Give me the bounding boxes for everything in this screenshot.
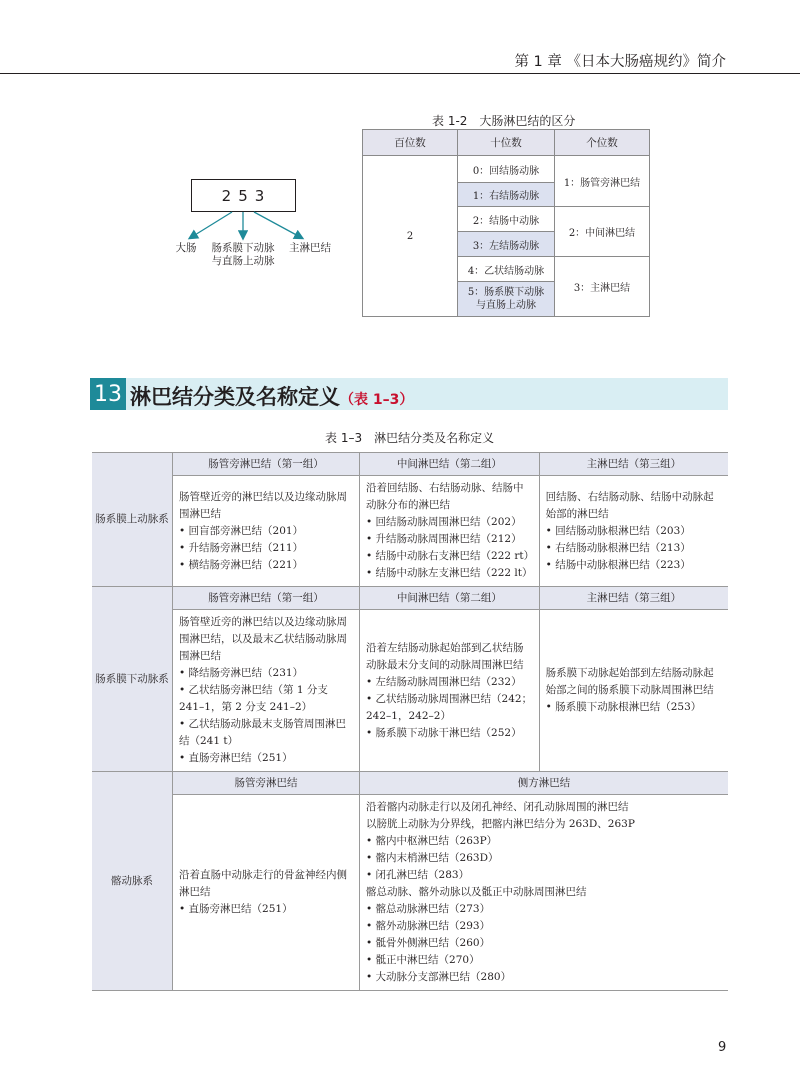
cell-line: • 降结肠旁淋巴结（231） bbox=[179, 667, 304, 679]
cell-line: • 横结肠旁淋巴结（221） bbox=[179, 558, 304, 571]
cell-line: • 回盲部旁淋巴结（201） bbox=[179, 524, 304, 537]
t12-tens-0: 0：回结肠动脉 bbox=[458, 156, 555, 183]
iliac-header-2: 侧方淋巴结 bbox=[360, 772, 729, 795]
imv-col-1 bbox=[173, 610, 360, 772]
section-table-ref: （表 1–3） bbox=[340, 392, 414, 408]
section-title bbox=[130, 381, 413, 411]
cell-line: 沿着回结肠、右结肠动脉、结肠中动脉分布的淋巴结 bbox=[366, 482, 524, 511]
section-title-text: 淋巴结分类及名称定义 bbox=[130, 385, 340, 409]
t12-hundreds-value: 2 bbox=[363, 156, 458, 317]
smv-col-2 bbox=[360, 476, 540, 587]
t12-units-1: 1：肠管旁淋巴结 bbox=[555, 156, 650, 207]
table-1-3-caption: 表 1–3 淋巴结分类及名称定义 bbox=[325, 431, 495, 445]
iliac-col-2 bbox=[360, 795, 729, 991]
smv-col-1 bbox=[173, 476, 360, 587]
arrow-right bbox=[254, 212, 302, 238]
imv-header-1: 肠管旁淋巴结（第一组） bbox=[173, 587, 360, 610]
label-artery: 肠系膜下动脉 与直肠上动脉 bbox=[211, 242, 275, 267]
table-1-2 bbox=[362, 129, 650, 317]
label-main-node: 主淋巴结 bbox=[289, 242, 331, 254]
t12-units-2: 2：中间淋巴结 bbox=[555, 207, 650, 257]
cell-line: 沿着直肠中动脉走行的骨盆神经内侧淋巴结 bbox=[179, 869, 347, 898]
arrow-left bbox=[190, 212, 232, 238]
smv-header-1: 肠管旁淋巴结（第一组） bbox=[173, 453, 360, 476]
cell-line: 肠系膜下动脉起始部到左结肠动脉起始部之间的肠系膜下动脉周围淋巴结 bbox=[545, 667, 714, 696]
section-number: 13 bbox=[90, 378, 126, 410]
cell-line: • 升结肠动脉周围淋巴结（212） bbox=[366, 533, 522, 545]
cell-line: • 右结肠动脉根淋巴结（213） bbox=[545, 541, 691, 554]
cell-line: • 升结肠旁淋巴结（211） bbox=[179, 541, 304, 554]
iliac-header-1: 肠管旁淋巴结 bbox=[173, 772, 360, 795]
cell-line: • 髂内中枢淋巴结（263P） bbox=[366, 835, 498, 847]
imv-col-2 bbox=[360, 610, 540, 772]
cell-line: 髂总动脉、髂外动脉以及骶正中动脉周围淋巴结 bbox=[366, 886, 587, 898]
cell-line: • 直肠旁淋巴结（251） bbox=[179, 903, 293, 915]
cell-line: • 乙状结肠动脉最末支肠管周围淋巴结（241 t） bbox=[179, 718, 347, 747]
cell-line: • 回结肠动脉根淋巴结（203） bbox=[545, 524, 691, 537]
page-number: 9 bbox=[718, 1040, 727, 1055]
header-rule bbox=[0, 73, 800, 74]
imv-col-3 bbox=[539, 610, 728, 772]
cell-line: 肠管壁近旁的淋巴结以及边缘动脉周围淋巴结 bbox=[179, 490, 347, 520]
cell-line: • 肠系膜下动脉根淋巴结（253） bbox=[545, 701, 702, 713]
section-heading bbox=[90, 378, 728, 410]
running-header: 第 1 章 《日本大肠癌规约》简介 bbox=[514, 54, 726, 70]
cell-line: • 乙状结肠旁淋巴结（第 1 分支 241–1，第 2 分支 241–2） bbox=[179, 684, 328, 713]
cell-line: • 髂内末梢淋巴结（263D） bbox=[366, 852, 499, 864]
code-box: 253 bbox=[191, 179, 296, 212]
smv-header-3: 主淋巴结（第三组） bbox=[539, 453, 728, 476]
cell-line: • 大动脉分支部淋巴结（280） bbox=[366, 971, 512, 983]
cell-line: • 左结肠动脉周围淋巴结（232） bbox=[366, 675, 522, 688]
table-1-2-caption: 表 1-2 大肠淋巴结的区分 bbox=[432, 114, 576, 128]
cell-line: • 回结肠动脉周围淋巴结（202） bbox=[366, 516, 522, 528]
imv-header-2: 中间淋巴结（第二组） bbox=[360, 587, 540, 610]
cell-line: • 骶骨外侧淋巴结（260） bbox=[366, 937, 491, 949]
smv-header-2: 中间淋巴结（第二组） bbox=[360, 453, 540, 476]
cell-line: • 髂外动脉淋巴结（293） bbox=[366, 920, 491, 932]
smv-col-3 bbox=[539, 476, 728, 587]
cell-line: • 直肠旁淋巴结（251） bbox=[179, 752, 293, 764]
cell-line: 肠管壁近旁的淋巴结以及边缘动脉周围淋巴结，以及最末乙状结肠动脉周围淋巴结 bbox=[179, 616, 347, 662]
cell-line: • 结肠中动脉右支淋巴结（222 rt） bbox=[366, 550, 535, 562]
t12-tens-4: 4：乙状结肠动脉 bbox=[458, 257, 555, 282]
cell-line: 沿着左结肠动脉起始部到乙状结肠动脉最末分支间的动脉周围淋巴结 bbox=[366, 641, 524, 671]
cell-line: 以膀胱上动脉为分界线，把髂内淋巴结分为 263D、263P bbox=[366, 818, 635, 830]
row-label-imv: 肠系膜下动脉系 bbox=[92, 587, 173, 772]
cell-line: • 乙状结肠动脉周围淋巴结（242；242–1，242–2） bbox=[366, 692, 533, 722]
cell-line: • 闭孔淋巴结（283） bbox=[366, 869, 470, 881]
t12-header-tens: 十位数 bbox=[458, 130, 555, 156]
t12-tens-3: 3：左结肠动脉 bbox=[458, 232, 555, 257]
iliac-col-1 bbox=[173, 795, 360, 991]
code-diagram bbox=[160, 176, 340, 286]
cell-line: • 骶正中淋巴结（270） bbox=[366, 954, 480, 966]
cell-line: • 结肠中动脉根淋巴结（223） bbox=[545, 558, 691, 571]
table-1-3 bbox=[92, 452, 728, 991]
cell-line: 沿着髂内动脉走行以及闭孔神经、闭孔动脉周围的淋巴结 bbox=[366, 801, 629, 813]
cell-line: • 结肠中动脉左支淋巴结（222 lt） bbox=[366, 567, 533, 579]
t12-header-units: 个位数 bbox=[555, 130, 650, 156]
t12-units-3: 3：主淋巴结 bbox=[555, 257, 650, 317]
diagram-arrows bbox=[160, 176, 340, 286]
row-label-smv: 肠系膜上动脉系 bbox=[92, 453, 173, 587]
t12-tens-2: 2：结肠中动脉 bbox=[458, 207, 555, 232]
t12-header-hundreds: 百位数 bbox=[363, 130, 458, 156]
cell-line: • 髂总动脉淋巴结（273） bbox=[366, 903, 491, 915]
imv-header-3: 主淋巴结（第三组） bbox=[539, 587, 728, 610]
cell-line: 回结肠、右结肠动脉、结肠中动脉起始部的淋巴结 bbox=[545, 490, 714, 520]
label-colon: 大肠 bbox=[175, 242, 197, 254]
cell-line: • 肠系膜下动脉干淋巴结（252） bbox=[366, 726, 522, 739]
t12-tens-5: 5：肠系膜下动脉 与直肠上动脉 bbox=[458, 282, 555, 317]
row-label-iliac: 髂动脉系 bbox=[92, 772, 173, 991]
t12-tens-1: 1：右结肠动脉 bbox=[458, 183, 555, 207]
